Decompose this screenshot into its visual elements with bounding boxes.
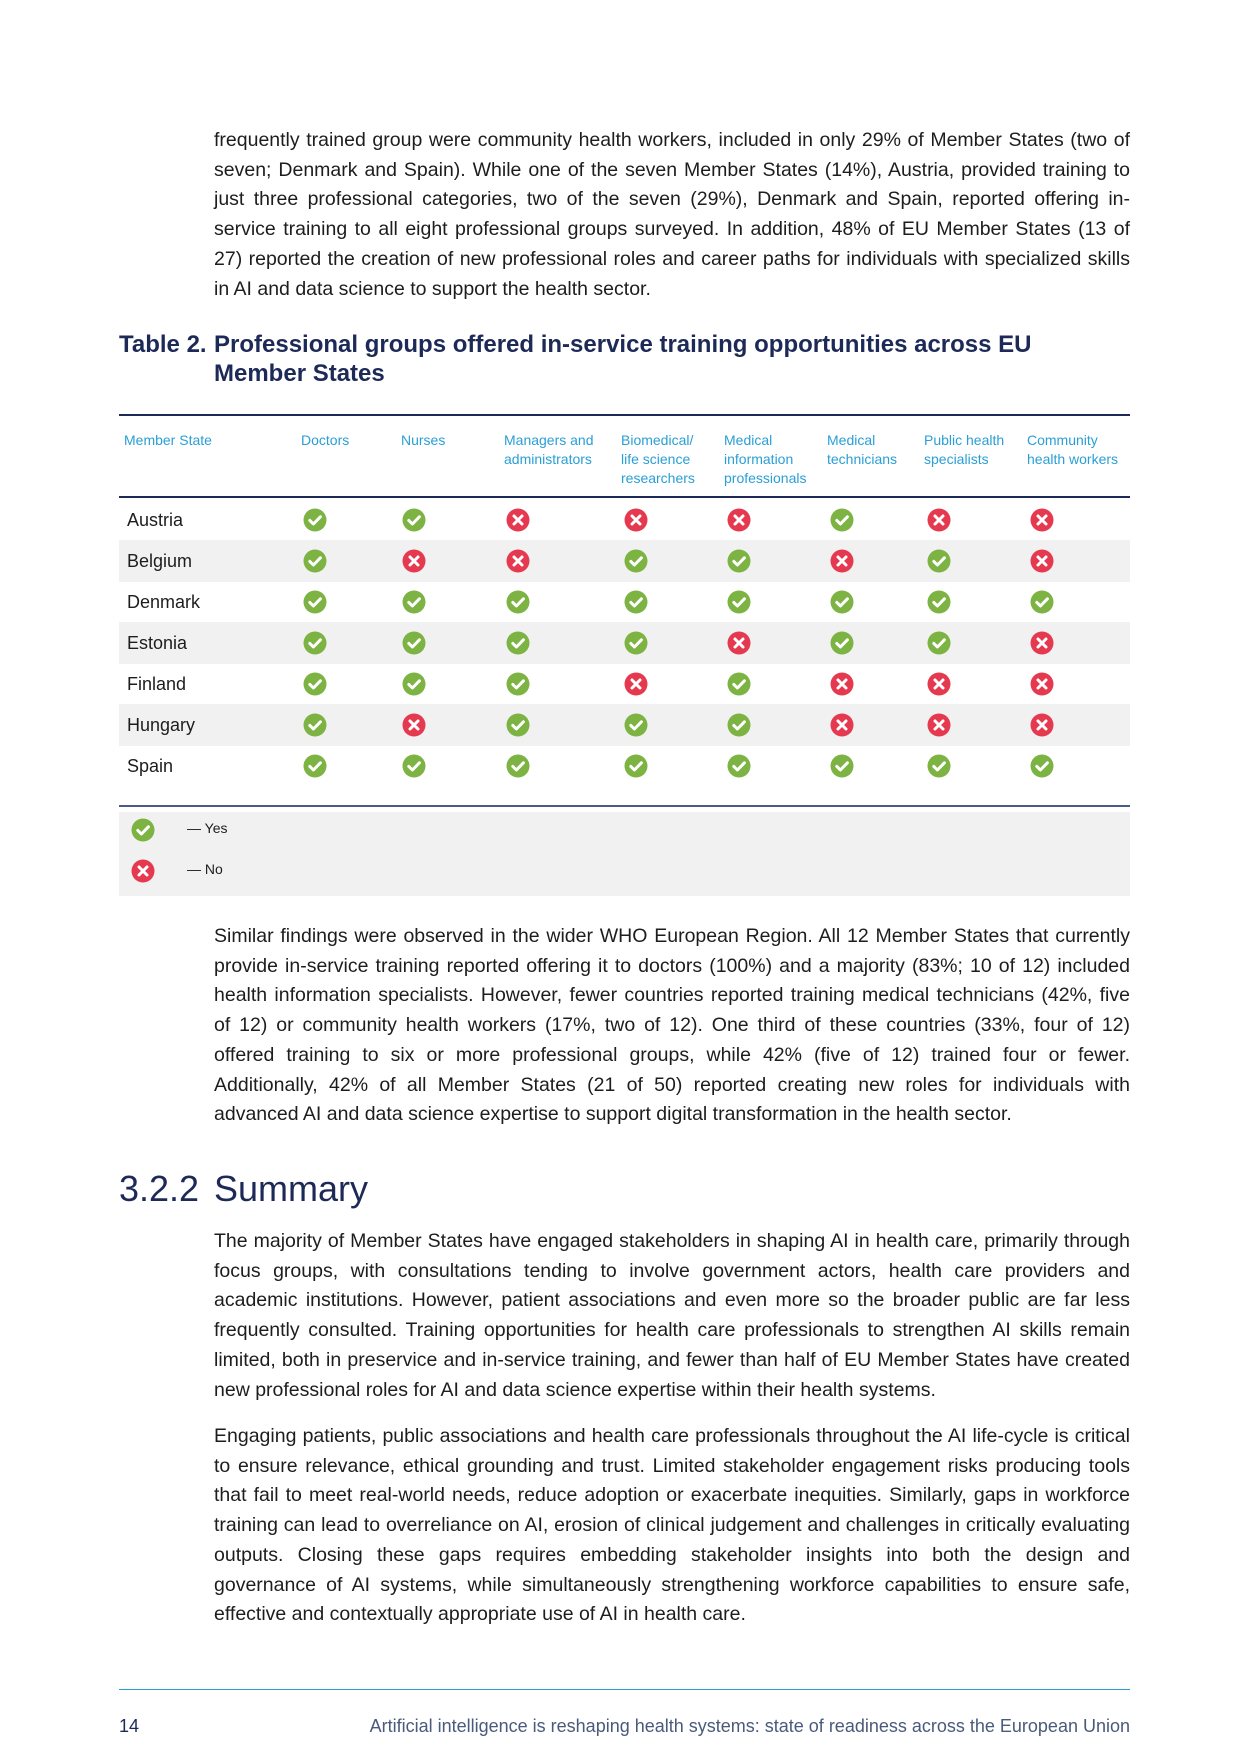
header-biomedical: Biomedical/ life science researchers xyxy=(621,432,695,486)
check-circle-icon xyxy=(506,590,530,614)
check-circle-icon xyxy=(131,818,155,842)
similar-findings-paragraph: Similar findings were observed in the wider WHO European Region. All 12 Member States that currently provide in-service training reported offering it to doctors (100%) and a majority (83%; 10 of 12) included health information specialists. However, fewer countries reported training medical technicians (42%, five of 12) or community health workers (17%, two of 12). One third of these countries (33%, four of 12) offered training to six or more professional groups, while 42% (five of 12) trained four or fewer. Additionally, 42% of all Member States (21 of 50) reported creating new roles for individuals with advanced AI and data science expertise to support digital transformation in the health sector. xyxy=(214,925,1130,1126)
cross-circle-icon xyxy=(927,713,951,737)
check-circle-icon xyxy=(624,590,648,614)
check-circle-icon xyxy=(727,549,751,573)
check-circle-icon xyxy=(1030,590,1054,614)
check-circle-icon xyxy=(506,672,530,696)
table-row xyxy=(119,581,1130,623)
cross-circle-icon xyxy=(830,549,854,573)
cross-circle-icon xyxy=(927,508,951,532)
check-circle-icon xyxy=(624,631,648,655)
cross-circle-icon xyxy=(506,508,530,532)
check-circle-icon xyxy=(402,631,426,655)
footer-rule xyxy=(119,1689,1130,1690)
summary-paragraph-2: Engaging patients, public associations and health care professionals throughout the AI life-cycle is critical to ensure relevance, ethical grounding and trust. Limited stakeholder engagement risks producing tools that fail to meet real-world needs, reduce adoption or exacerbate inequities. Similarly, gaps in workforce training can lead to overreliance on AI, erosion of clinical judgement and challenges in critically evaluating outputs. Closing these gaps requires embedding stakeholder insights into both the design and governance of AI systems, while simultaneously strengthening workforce capabilities to ensure safe, effective and contextually appropriate use of AI in health care. xyxy=(214,1425,1130,1626)
header-medical-technicians: Medical technicians xyxy=(827,432,898,467)
table-row xyxy=(119,622,1130,664)
cross-circle-icon xyxy=(131,859,155,883)
cross-circle-icon xyxy=(506,549,530,573)
check-circle-icon xyxy=(727,672,751,696)
check-circle-icon xyxy=(727,754,751,778)
check-circle-icon xyxy=(303,631,327,655)
cross-circle-icon xyxy=(1030,508,1054,532)
member-state-name: Spain xyxy=(127,756,174,776)
cross-circle-icon xyxy=(402,549,426,573)
check-circle-icon xyxy=(303,672,327,696)
check-circle-icon xyxy=(402,672,426,696)
cross-circle-icon xyxy=(830,713,854,737)
check-circle-icon xyxy=(830,754,854,778)
running-title: Artificial intelligence is reshaping health systems: state of readiness across the European Union xyxy=(369,1716,1130,1736)
legend-no-label: — No xyxy=(187,861,223,877)
member-state-name: Finland xyxy=(127,674,187,694)
table-row xyxy=(119,499,1130,541)
table-number: Table 2. xyxy=(119,331,207,358)
member-state-name: Denmark xyxy=(127,592,201,612)
check-circle-icon xyxy=(402,590,426,614)
cross-circle-icon xyxy=(727,631,751,655)
member-state-name: Belgium xyxy=(127,551,193,571)
legend-yes-label: — Yes xyxy=(187,820,228,836)
check-circle-icon xyxy=(624,549,648,573)
check-circle-icon xyxy=(506,754,530,778)
check-circle-icon xyxy=(402,508,426,532)
check-circle-icon xyxy=(727,713,751,737)
cross-circle-icon xyxy=(624,672,648,696)
member-state-name: Estonia xyxy=(127,633,188,653)
check-circle-icon xyxy=(727,590,751,614)
header-managers: Managers and administrators xyxy=(504,432,594,467)
check-circle-icon xyxy=(506,713,530,737)
member-state-name: Hungary xyxy=(127,715,196,735)
page-number: 14 xyxy=(119,1716,140,1736)
cross-circle-icon xyxy=(1030,713,1054,737)
table-row xyxy=(119,704,1130,746)
section-title: Summary xyxy=(214,1168,369,1209)
cross-circle-icon xyxy=(830,672,854,696)
check-circle-icon xyxy=(830,508,854,532)
check-circle-icon xyxy=(830,590,854,614)
table-bottom-rule xyxy=(119,805,1130,807)
header-member-state: Member State xyxy=(124,432,212,448)
check-circle-icon xyxy=(303,713,327,737)
table-caption: Professional groups offered in-service training opportunities across EU Member States xyxy=(214,331,1032,387)
check-circle-icon xyxy=(303,590,327,614)
check-circle-icon xyxy=(927,754,951,778)
table-row xyxy=(119,663,1130,705)
summary-paragraph-1: The majority of Member States have engaged stakeholders in shaping AI in health care, primarily through focus groups, with consultations tending to involve government actors, health care providers and academic institutions. However, patient associations and even more so the broader public are far less frequently consulted. Training opportunities for health care professionals to strengthen AI skills remain limited, both in preservice and in-service training, and fewer than half of EU Member States have created new professional roles for AI and data science expertise within their health systems. xyxy=(214,1230,1130,1401)
check-circle-icon xyxy=(506,631,530,655)
cross-circle-icon xyxy=(402,713,426,737)
cross-circle-icon xyxy=(927,672,951,696)
member-state-name: Austria xyxy=(127,510,184,530)
check-circle-icon xyxy=(303,549,327,573)
table-legend xyxy=(119,812,1130,896)
table-top-rule xyxy=(119,414,1130,416)
check-circle-icon xyxy=(402,754,426,778)
check-circle-icon xyxy=(1030,754,1054,778)
check-circle-icon xyxy=(624,754,648,778)
header-public-health: Public health specialists xyxy=(924,432,1005,467)
check-circle-icon xyxy=(927,590,951,614)
header-medical-information: Medical information professionals xyxy=(724,432,807,486)
section-number: 3.2.2 xyxy=(119,1168,200,1209)
intro-paragraph: frequently trained group were community health workers, included in only 29% of Member States (two of seven; Denmark and Spain). While one of the seven Member States (14%), Austria, provided training to just three professional categories, two of the seven (29%), Denmark and Spain, reported offering in-service training to all eight professional groups surveyed. In addition, 48% of EU Member States (13 of 27) reported the creation of new professional roles and career paths for individuals with specialized skills in AI and data science to support the health sector. xyxy=(214,129,1130,300)
cross-circle-icon xyxy=(1030,549,1054,573)
header-nurses: Nurses xyxy=(401,432,446,448)
cross-circle-icon xyxy=(727,508,751,532)
check-circle-icon xyxy=(624,713,648,737)
check-circle-icon xyxy=(303,508,327,532)
header-bottom-rule xyxy=(119,496,1130,498)
table-row xyxy=(119,540,1130,582)
check-circle-icon xyxy=(927,549,951,573)
cross-circle-icon xyxy=(1030,631,1054,655)
table-row xyxy=(119,745,1130,787)
check-circle-icon xyxy=(927,631,951,655)
cross-circle-icon xyxy=(624,508,648,532)
header-doctors: Doctors xyxy=(301,432,350,448)
check-circle-icon xyxy=(303,754,327,778)
check-circle-icon xyxy=(830,631,854,655)
cross-circle-icon xyxy=(1030,672,1054,696)
header-community-health: Community health workers xyxy=(1027,432,1119,467)
